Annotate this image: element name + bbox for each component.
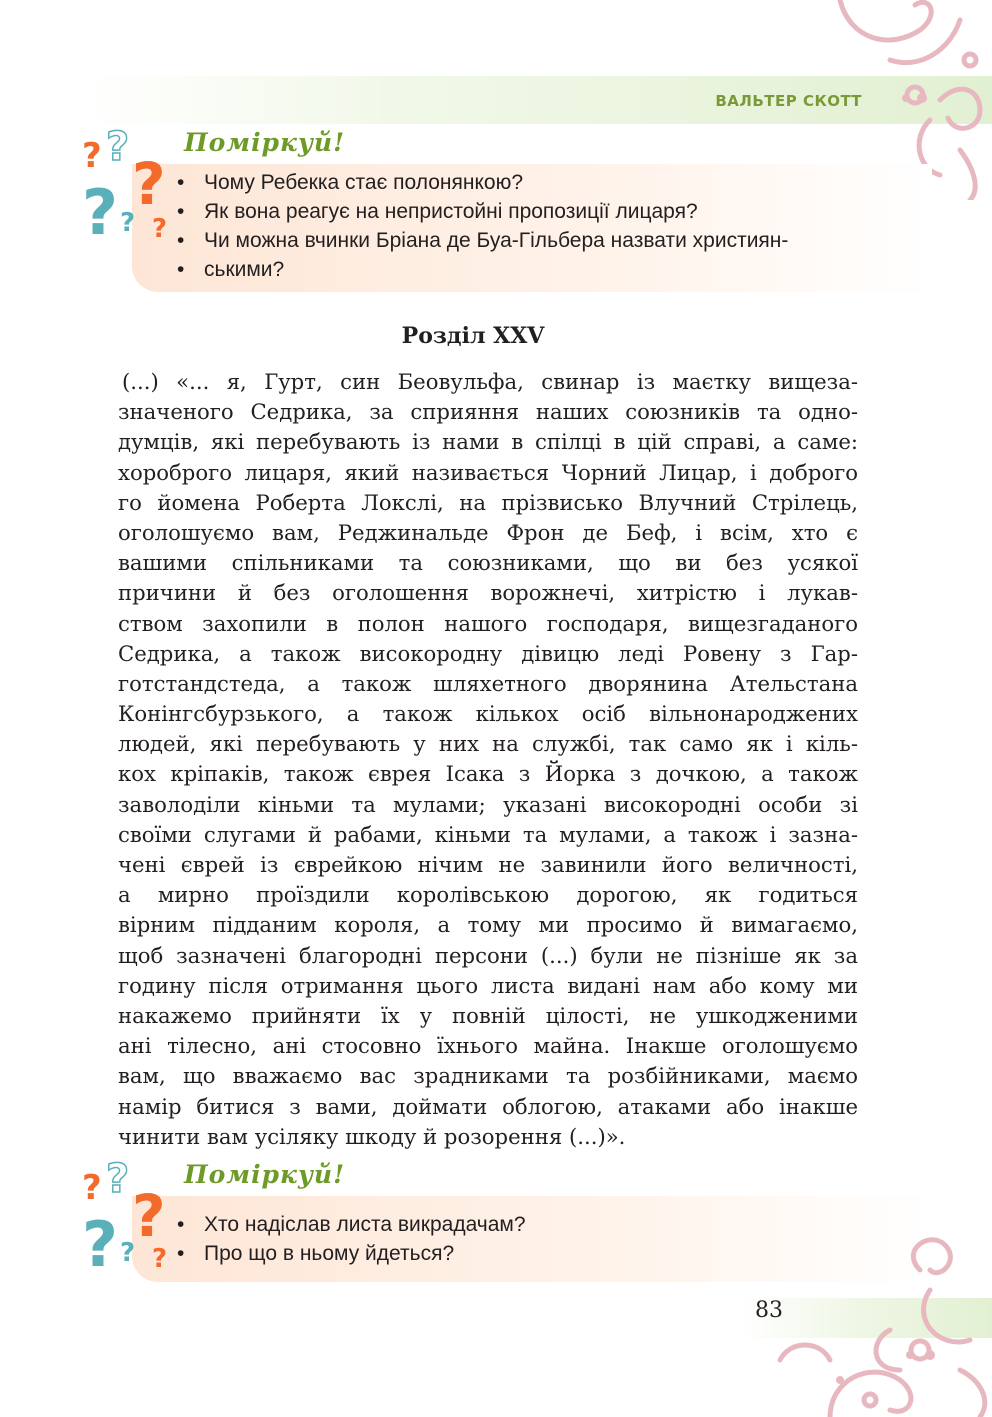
text-line: годину після отримання цього листа видані нам або кому ми — [118, 972, 858, 998]
text-line: вірним підданим короля, а тому ми просимо й вимагаємо, — [118, 912, 858, 938]
think-title: Поміркуй! — [184, 128, 346, 157]
question-item: • Чи можна вчинки Бріана де Буа-Гільбера назвати християн- — [132, 226, 932, 255]
chapter-title: Розділ XXV — [401, 323, 545, 349]
running-header-author: ВАЛЬТЕР СКОТТ — [715, 92, 862, 110]
text-line: значеного Седрика, за сприяння наших союзників та одно- — [118, 399, 858, 425]
question-item: • Про що в ньому йдеться? — [132, 1239, 932, 1268]
question-list — [132, 164, 932, 284]
text-line: ані тілесно, ані стосовно їхнього майна. Інакше оголошуємо — [118, 1033, 858, 1059]
floral-ornament-icon — [770, 1230, 992, 1417]
text-line: го йомена Роберта Локслі, на прізвисько Влучний Стрілець, — [118, 489, 858, 515]
think-box-top — [80, 124, 880, 298]
think-panel — [132, 164, 932, 292]
text-line: вам, що вважаємо вас зрадниками та розбійниками, маємо — [118, 1063, 858, 1089]
text-line: чинити вам усіляку шкоду й розорення (...)». — [118, 1123, 626, 1149]
text-line: кох кріпаків, також єврея Ісака з Йорка з дочкою, а також — [118, 761, 858, 787]
page-number: 83 — [755, 1298, 783, 1323]
text-line: чені єврей із єврейкою нічим не завинили його величності, — [118, 852, 858, 877]
text-line: причини й без оголошення ворожнечі, хитрістю і лукав- — [118, 580, 858, 606]
chapter-text — [118, 367, 858, 1152]
text-line: людей, які перебувають у них на службі, так само як і кіль- — [118, 731, 858, 757]
text-line: (...) «... я, Гурт, син Беовульфа, свинар із маєтку вищеза- — [122, 369, 858, 394]
text-line: накажемо прийняти їх у повній цілості, не ушкодженими — [118, 1002, 858, 1028]
text-line: думців, які перебувають із нами в спілці в цій справі, а саме: — [118, 429, 858, 455]
question-item: • Чому Ребекка стає полонянкою? — [132, 168, 932, 197]
question-marks-icon: ? ? ? ? ? ? — [82, 1156, 168, 1281]
text-line: готстандстеда, а також шляхетного дворянина Ательстана — [118, 670, 858, 696]
text-line: ством захопили в полон нашого господаря, вищезгаданого — [118, 610, 858, 636]
text-line: Конінгсбурзького, а також кількох осіб вільнонароджених — [118, 701, 858, 727]
text-line: вашими спільниками та союзниками, що ви без усякої — [118, 550, 858, 576]
think-title: Поміркуй! — [184, 1160, 346, 1189]
text-line: а мирно проїздили королівською дорогою, як годиться — [118, 882, 858, 908]
text-line: хороброго лицаря, який називається Чорний Лицар, і доброго — [118, 459, 858, 485]
text-line: намір битися з вами, доймати облогою, атаками або інакше — [118, 1093, 858, 1119]
text-line: заволоділи кіньми та мулами; указані високородні особи зі — [118, 791, 858, 817]
question-item: • Хто надіслав листа викрадачам? — [132, 1210, 932, 1239]
question-marks-icon: ? ? ? ? ? ? — [82, 124, 168, 249]
text-line: своїми слугами й рабами, кіньми та мулами, а також і зазна- — [118, 821, 858, 847]
text-line: оголошуємо вам, Реджинальде Фрон де Беф, і всім, хто є — [118, 519, 858, 545]
question-item-continued: • ськими? — [132, 255, 932, 284]
think-box-bottom — [80, 1156, 880, 1285]
text-line: Седрика, а також високородну дівицю леді Ровену з Гар- — [118, 640, 858, 666]
question-item: • Як вона реагує на непристойні пропозиції лицаря? — [132, 197, 932, 226]
text-line: щоб зазначені благородні персони (...) були не пізніше як за — [118, 942, 858, 968]
